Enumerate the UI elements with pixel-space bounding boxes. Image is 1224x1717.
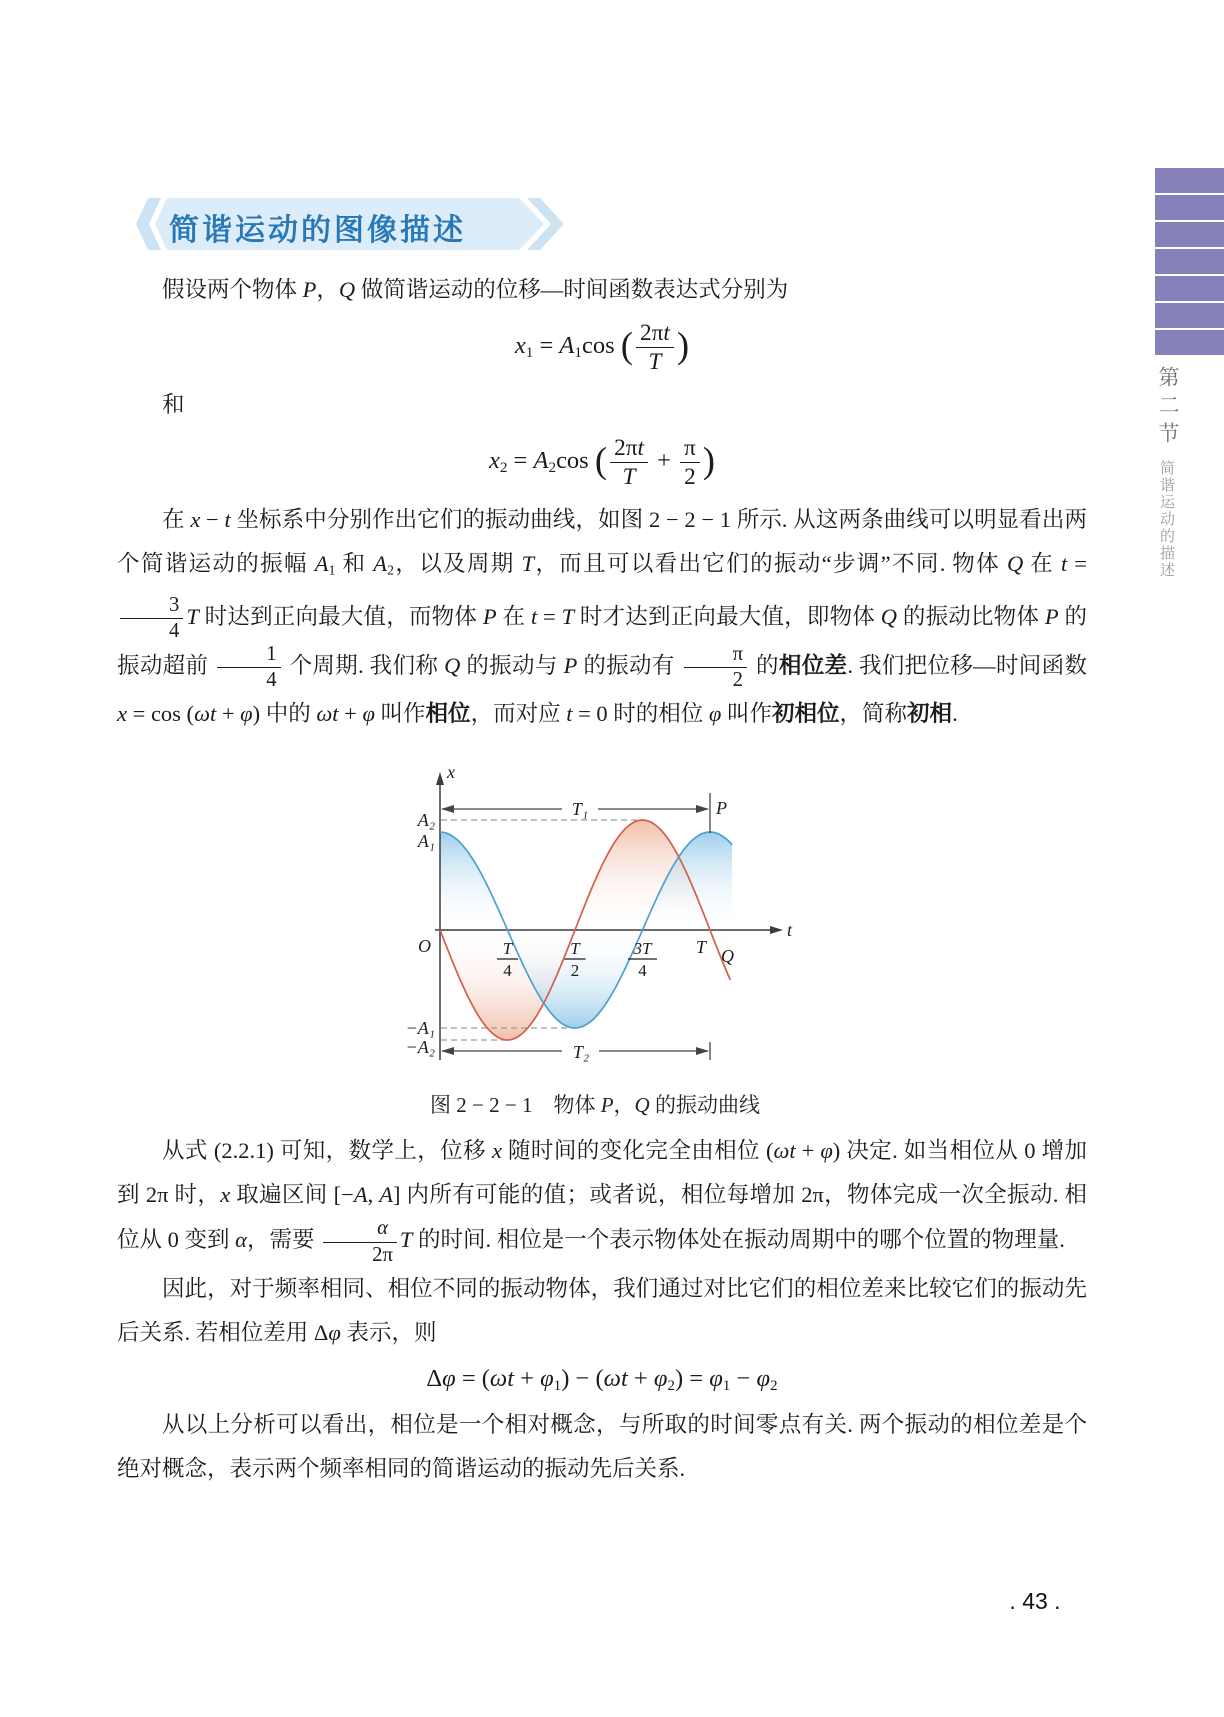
text-run: − (200, 507, 225, 533)
fraction (636, 320, 674, 375)
text-run: φ (540, 1364, 554, 1392)
text-run: 相位差 (778, 652, 848, 678)
text-run: ) (702, 439, 716, 481)
text-run: 的时间. 相位是一个表示物体处在振动周期中的哪个位置的物理量. (412, 1227, 1065, 1253)
text-run: 的振动与 (460, 652, 564, 678)
text-run: 在 (162, 507, 191, 533)
fraction-denominator (636, 348, 674, 375)
text-run: 的振动比物体 (897, 603, 1045, 629)
text-run: 1 (553, 1376, 562, 1394)
text-run: T (648, 349, 662, 376)
text-run: = (507, 447, 534, 475)
text-run: 因此，对于频率相同、相位不同的振动物体，我们通过对比它们的相位差来比较它们的振动先后关系. 若相位差用 Δ (117, 1275, 1087, 1345)
text-run: ，而且可以看出它们的振动“步调”不同. 物体 (534, 551, 1007, 577)
figure-caption (369, 1089, 821, 1119)
text-run: ， (613, 1093, 635, 1118)
text-run: x (488, 447, 500, 475)
text-run: 表示，则 (340, 1319, 437, 1345)
label-negA2: −A₂ (405, 1037, 435, 1058)
label-origin: O (418, 936, 431, 957)
text-run: 1 (525, 343, 534, 361)
text-run: 图 2 − 2 − 1 物体 (430, 1093, 601, 1118)
fraction (120, 594, 183, 643)
text-run: φ (708, 701, 722, 727)
text-run: 时才达到正向最大值，即物体 (574, 603, 881, 629)
text-run: 4 (266, 669, 277, 692)
text-run: 和 (335, 551, 374, 577)
text-run: α (377, 1217, 388, 1240)
text-run: 初相 (907, 701, 953, 727)
text-run: Δ (426, 1364, 443, 1392)
chapter-tab-block (1155, 195, 1224, 220)
text-run: t (1061, 551, 1068, 577)
fraction-numerator (684, 643, 747, 668)
chapter-tab-block (1155, 303, 1224, 328)
text-run: 叫作 (721, 701, 773, 727)
text-run: 时达到正向最大值，而物体 (198, 603, 483, 629)
text-run: 的 (750, 652, 779, 678)
text-run: 个周期. 我们称 (283, 652, 445, 678)
text-run: − (730, 1364, 757, 1392)
text-run: 在 (1023, 551, 1062, 577)
formula-x1 (117, 320, 1087, 375)
paragraph-intro (117, 268, 1087, 312)
text-run: cos (556, 447, 595, 475)
paragraph-curves (117, 498, 1087, 736)
text-run: 做简谐运动的位移—时间函数表达式分别为 (355, 277, 789, 302)
label-Q: Q (721, 946, 734, 967)
text-run: t (224, 507, 231, 533)
fraction-numerator (323, 1217, 397, 1242)
text-run: + (795, 1138, 821, 1164)
chapter-tab-block (1155, 249, 1224, 274)
text-run: ) 决定. 如当相位从 0 增加到 2π 时， (117, 1138, 1087, 1208)
fraction-numerator (120, 594, 183, 619)
T1-arrowhead-left (441, 805, 454, 813)
label-T2: T₂ (572, 1042, 590, 1063)
fraction (217, 643, 280, 692)
text-run: P (563, 652, 578, 678)
text-run: x (190, 507, 201, 533)
text-run: 2 (732, 669, 744, 692)
text-run: P (1044, 603, 1059, 629)
y-axis-arrow (436, 772, 444, 785)
text-run: = 0 时的相位 (572, 701, 709, 727)
text-run: + (627, 1364, 654, 1392)
text-run: T (186, 603, 199, 629)
text-run: . (952, 701, 958, 727)
section-banner (127, 196, 579, 252)
tick-3-numerator: 3T (633, 939, 652, 959)
fraction-numerator (636, 320, 674, 348)
text-run: 1 (266, 643, 277, 666)
formula-delta-phi (117, 1363, 1087, 1396)
text-run: + (216, 701, 241, 727)
text-run: . 我们把位移—时间函数 (847, 652, 1087, 678)
fraction (610, 435, 648, 490)
text-run: φ (756, 1364, 771, 1392)
text-run: 从式 (2.2.1) 可知，数学上，位移 (162, 1138, 492, 1164)
text-run: 2 (499, 459, 508, 477)
text-run: Q (338, 277, 356, 302)
fraction-numerator (217, 643, 280, 668)
label-A2: A₂ (417, 810, 435, 831)
text-run: 1 (574, 343, 582, 361)
text-run: + (338, 701, 363, 727)
sidebar-section-subtitle: 简谐运动的描述 (1158, 460, 1175, 579)
chapter-tab-block (1155, 330, 1224, 355)
fraction (684, 643, 747, 692)
text-run: ωt (773, 1138, 796, 1164)
tick-1-denominator: 4 (503, 961, 512, 981)
label-negA1: −A₁ (405, 1018, 435, 1039)
text-run: φ (240, 701, 253, 727)
fraction-denominator (610, 463, 648, 490)
text-run: 相位 (425, 701, 471, 727)
text-run: 叫作 (374, 701, 426, 727)
text-run: φ (709, 1364, 723, 1392)
text-run: x (514, 332, 526, 360)
text-run: A (559, 332, 575, 360)
text-run: t (530, 603, 538, 629)
text-run: 2π (372, 1243, 393, 1266)
text-run: φ (362, 701, 375, 727)
text-run: ωt (194, 701, 217, 727)
chapter-tab-block (1155, 168, 1224, 193)
fraction-denominator (684, 668, 747, 692)
text-run: 初相位 (772, 701, 840, 727)
paragraph-phase (117, 1129, 1087, 1266)
text-run: A (314, 551, 329, 577)
text-run: π (684, 435, 696, 462)
text-run: φ (328, 1319, 341, 1345)
fraction-numerator (610, 435, 648, 463)
text-run: 2π (614, 435, 638, 462)
text-run: 和 (162, 392, 185, 418)
text-run: ，而对应 (470, 701, 567, 727)
text-run: 的振动超前 (117, 603, 1087, 678)
text-run: T (399, 1227, 413, 1253)
text-run: 1 (722, 1376, 731, 1394)
tick-3-denominator: 4 (638, 961, 647, 981)
chapter-tab-block (1155, 276, 1224, 301)
text-run: φ (442, 1364, 456, 1392)
text-run: T (561, 603, 575, 629)
text-run: 2 (770, 1376, 778, 1394)
text-run: x (491, 1138, 502, 1164)
text-run: Q (634, 1093, 650, 1118)
text-run: t (663, 320, 670, 346)
label-t-axis: t (787, 920, 793, 941)
text-run: ) (676, 324, 690, 366)
section-title: 简谐运动的图像描述 (169, 214, 466, 247)
page-number: . 43 . (1009, 1588, 1061, 1614)
paragraph-and (117, 383, 1087, 427)
fraction-denominator (680, 463, 700, 490)
text-run: T (622, 464, 636, 491)
text-run: 随时间的变化完全由相位 ( (501, 1138, 774, 1164)
text-run: t (637, 435, 644, 462)
tick-2-numerator: T (570, 939, 580, 959)
main-content-column (117, 196, 1087, 1491)
paragraph-phase-difference (117, 1267, 1087, 1355)
label-A1: A₁ (417, 831, 435, 852)
text-run: = cos ( (127, 701, 195, 727)
text-run: ωt (489, 1364, 515, 1392)
text-run: = ( (455, 1364, 490, 1392)
text-run: ， (316, 277, 339, 302)
text-run: 在 (496, 603, 531, 629)
text-run: φ (820, 1138, 833, 1164)
text-run: 的振动曲线 (649, 1093, 760, 1118)
text-run: ωt (603, 1364, 628, 1392)
text-run: ) 中的 (252, 701, 317, 727)
text-run: x (220, 1182, 231, 1208)
text-run: t (566, 701, 573, 727)
text-run: ，以及周期 (394, 551, 522, 577)
text-run: 2 (548, 459, 557, 477)
label-P: P (716, 798, 727, 819)
text-run: , (367, 1182, 380, 1208)
text-run: 2 (387, 563, 394, 579)
text-run: T (521, 551, 535, 577)
text-run: 从以上分析可以看出，相位是一个相对概念，与所取的时间零点有关. 两个振动的相位差是个绝对概念，表示两个频率相同的简谐运动的振动先后关系. (117, 1412, 1087, 1482)
text-run: = (1067, 551, 1087, 577)
sidebar-section-number: 第二节 (1156, 366, 1179, 450)
text-run: = (533, 332, 560, 360)
tick-2-denominator: 2 (570, 961, 580, 981)
text-run: 1 (328, 563, 336, 579)
T1-arrowhead-right (696, 805, 709, 813)
chapter-tab-block (1155, 222, 1224, 247)
vibration-curves-plot (369, 762, 821, 1074)
text-run: A (353, 1182, 368, 1208)
text-run: Q (1006, 551, 1024, 577)
fraction-denominator (120, 619, 183, 643)
text-run: + (650, 447, 678, 475)
text-run: ) − ( (561, 1364, 604, 1392)
text-run: ，简称 (839, 701, 908, 727)
text-run: 2 (684, 464, 696, 491)
text-run: ] 内所有可能的值；或者说，相位每增加 2π，物体完成一次全振动. 相位从 0 变到 (117, 1182, 1087, 1253)
text-run: 取遍区间 [− (230, 1182, 354, 1208)
fraction-denominator (323, 1243, 397, 1267)
text-run: P (600, 1093, 614, 1118)
text-run: A (533, 447, 549, 475)
text-run: A (379, 1182, 393, 1208)
text-run: 假设两个物体 (162, 277, 303, 302)
text-run: ( (594, 439, 608, 481)
text-run: A (373, 551, 388, 577)
text-run: Q (880, 603, 898, 629)
formula-x2 (117, 435, 1087, 490)
text-run: ωt (316, 701, 339, 727)
text-run: ) = (675, 1364, 710, 1392)
text-run: P (482, 603, 497, 629)
text-run: x (117, 701, 127, 727)
text-run: 4 (169, 619, 180, 642)
text-run: = (537, 603, 562, 629)
text-run: 2π (640, 320, 664, 346)
text-run: Q (444, 652, 461, 678)
label-T1: T₁ (571, 799, 589, 820)
fraction-denominator (217, 668, 280, 692)
tick-1-numerator: T (502, 939, 513, 959)
text-run: 的振动有 (577, 652, 681, 678)
text-run: α (235, 1227, 247, 1253)
chapter-tab-blocks (1155, 168, 1224, 355)
fraction-numerator (680, 435, 700, 463)
t-axis-arrow (770, 926, 783, 934)
label-y-axis: x (447, 762, 455, 783)
text-run: + (514, 1364, 541, 1392)
text-run: P (302, 277, 317, 302)
T2-arrowhead-right (696, 1047, 709, 1055)
text-run: 坐标系中分别作出它们的振动曲线，如图 2 − 2 − 1 所示. 从这两条曲线可以明显看出两个简谐运动的振幅 (117, 507, 1087, 577)
label-T: T (695, 937, 706, 958)
text-run: ( (620, 324, 634, 366)
text-run: cos (581, 332, 621, 360)
figure-2-2-1 (369, 762, 821, 1119)
fraction (323, 1217, 397, 1266)
fraction (680, 435, 700, 490)
T2-arrowhead-left (441, 1047, 454, 1055)
text-run: ，需要 (246, 1227, 321, 1253)
text-run: φ (653, 1364, 668, 1392)
text-run: 3 (169, 593, 180, 616)
text-run: π (732, 643, 744, 666)
paragraph-conclusion (117, 1403, 1087, 1491)
text-run: 2 (667, 1376, 675, 1394)
